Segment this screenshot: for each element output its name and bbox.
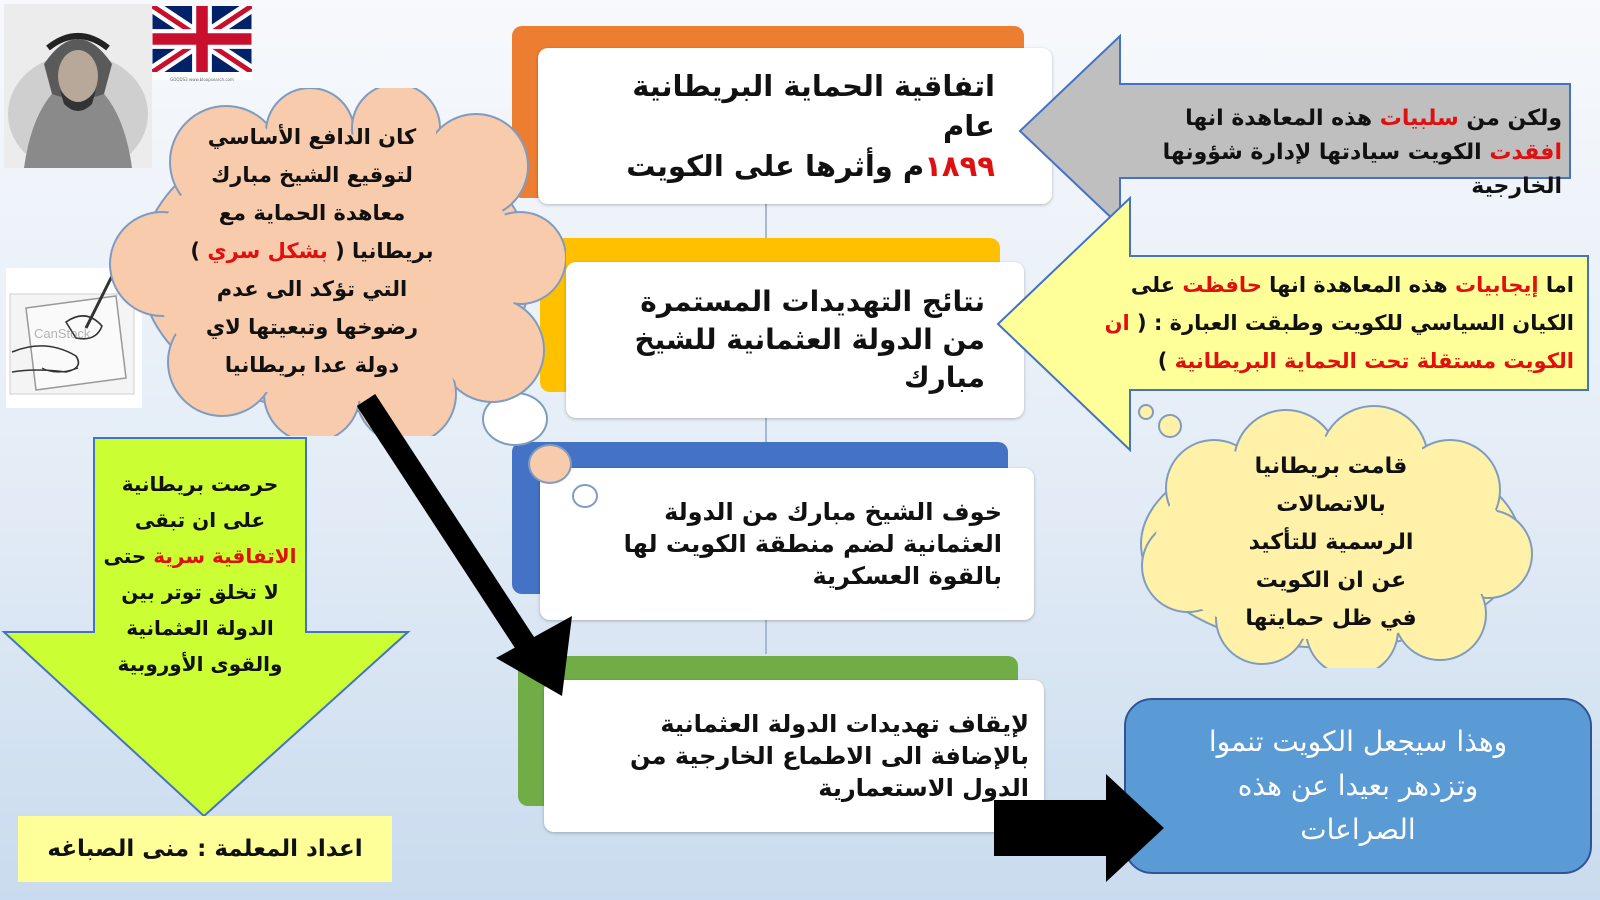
secrecy-highlight: الاتفاقية سرية [153, 544, 297, 568]
box-1-year: ١٨٩٩ [924, 149, 995, 183]
stock-watermark: CanStock [34, 326, 91, 341]
negatives-text [1122, 102, 1562, 204]
box-4-text: لإيقاف تهديدات الدولة العثمانية بالإضافة الى الاطماع الخارجية من الدول الاستعمارية [630, 710, 1029, 802]
box-1 [538, 48, 1052, 204]
negatives-text-p1: ولكن من [1458, 106, 1562, 131]
secrecy-down-arrow [0, 436, 412, 818]
uk-flag-image [152, 6, 252, 80]
left-cloud-highlight: بشكل سري [207, 239, 328, 263]
credit-box [18, 816, 392, 882]
result-box [1124, 698, 1592, 874]
positives-text [1080, 266, 1574, 380]
left-peach-cloud [106, 88, 566, 436]
flag-caption: GOODS3 www.bloopsearch.com [170, 77, 234, 82]
box-1-text-a: اتفاقية الحماية البريطانية عام [632, 69, 995, 143]
box-3 [540, 468, 1034, 620]
left-cloud-bracket-open: ( [327, 239, 345, 263]
positives-text-p3: على الكيان السياسي للكويت وطبقت العبارة : [1130, 273, 1574, 335]
negatives-text-p2: هذه المعاهدة انها [1185, 106, 1380, 131]
left-cloud-text-p1: كان الدافع الأساسي لتوقيع الشيخ مبارك معاهدة الحماية مع بريطانيا [207, 125, 434, 263]
box-2-text: نتائج التهديدات المستمرة من الدولة العثمانية للشيخ مبارك [634, 285, 985, 394]
positives-text-p2: هذه المعاهدة انها [1261, 273, 1456, 297]
negatives-highlight-2: افقدت [1489, 140, 1562, 165]
positives-highlight-2: حافظت [1182, 273, 1262, 297]
positives-text-p1: اما [1538, 273, 1574, 297]
box-2 [566, 262, 1024, 418]
credit-text: اعداد المعلمة : منى الصباغه [47, 836, 363, 862]
secrecy-text-p1: حرصت بريطانية على ان تبقى [121, 472, 279, 532]
negatives-text-p3: الكويت سيادتها لإدارة شؤونها الخارجية [1162, 140, 1562, 199]
secrecy-text-p2: حتى لا تخلق توتر بين الدولة العثمانية والقوى الأوروبية [103, 544, 283, 676]
box-1-text-b: م وأثرها على الكويت [626, 149, 925, 183]
left-cloud-bracket-close: ) [190, 239, 208, 263]
left-cloud-text [190, 118, 434, 384]
box-4 [544, 680, 1044, 832]
box-3-text: خوف الشيخ مبارك من الدولة العثمانية لضم منطقة الكويت لها بالقوة العسكرية [623, 498, 1002, 590]
result-text: وهذا سيجعل الكويت تنموا وتزدهر بعيدا عن هذه الصراعات [1208, 725, 1508, 846]
positives-quote: ان الكويت مستقلة تحت الحماية البريطانية [1104, 311, 1574, 373]
connector-line [765, 618, 767, 654]
positives-quote-close: ) [1157, 349, 1175, 373]
right-thought-cloud [1116, 404, 1546, 668]
result-arrow [994, 774, 1166, 884]
connector-line [765, 200, 767, 240]
secrecy-text [102, 466, 298, 682]
positives-highlight-1: إيجابيات [1455, 273, 1539, 297]
box-1-text [595, 66, 995, 186]
right-thought-text: قامت بريطانيا بالاتصالات الرسمية للتأكيد عن ان الكويت في ظل حمايتها [1245, 454, 1417, 631]
positives-quote-open: ( [1129, 311, 1147, 335]
negatives-highlight-1: سلبيات [1379, 106, 1459, 131]
left-cloud-text-p2: التي تؤكد الى عدم رضوخها وتبعيتها لاي دولة عدا بريطانيا [205, 277, 419, 377]
